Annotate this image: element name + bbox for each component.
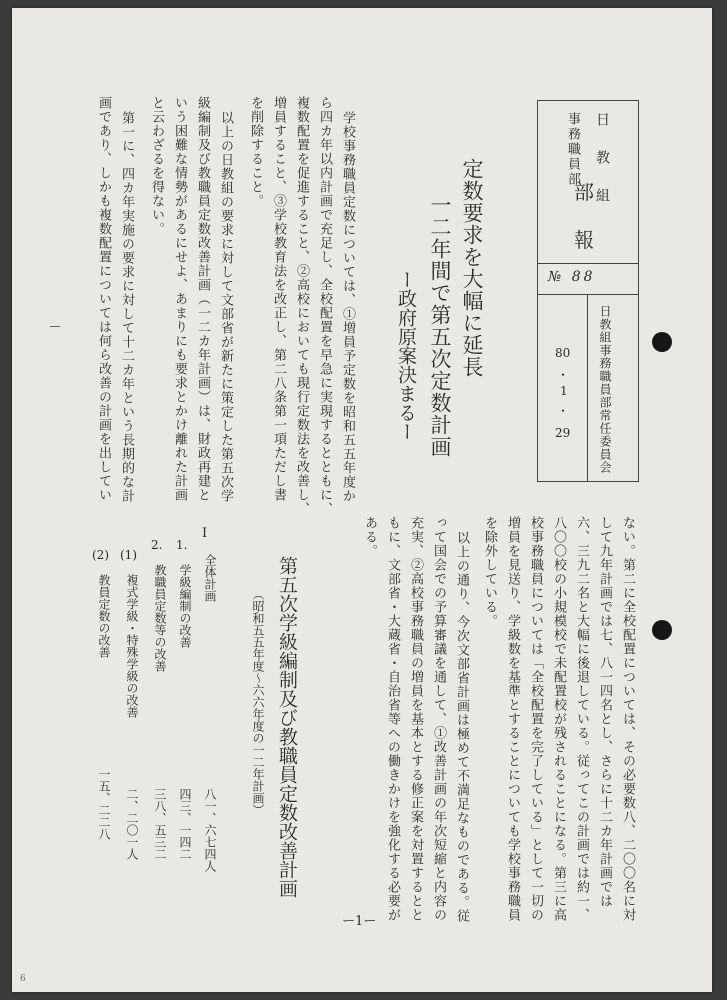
body-column: ある。 — [362, 516, 377, 558]
body-column: 六、三九二名と大幅に後退している。従ってこの計画では約一、 — [574, 516, 589, 922]
body-column: 充実、②高校事務職員の増員を基本とする修正案を対置するとと — [408, 516, 423, 922]
issue-number: № 88 — [548, 269, 596, 285]
plan-item-value: 一五、二二八 — [97, 768, 111, 840]
plan-item-number: (2) — [92, 548, 109, 562]
body-column: 学校事務職員定数については、①増員予定数を昭和五五年度か — [340, 111, 355, 503]
binder-hole — [652, 620, 672, 640]
plan-item-value: 三八、五三二 — [153, 788, 167, 860]
headline-sub: 一二年間で第五次定数計画 — [428, 194, 452, 458]
plan-item-label: 教員定数の改善 — [97, 574, 111, 658]
body-column: 増員すること、③学校教育法を改正し、第二八条第一項ただし書 — [271, 96, 286, 502]
body-column: して九年計画では七、八一四名とし、さらに十二カ年計画では — [597, 516, 612, 908]
header-divider — [537, 294, 639, 295]
bulletin-header-box — [537, 100, 639, 482]
body-column: 以上の日教組の要求に対して文部省が新たに策定した第五次学 — [218, 111, 233, 503]
date-separator: ・ — [557, 404, 570, 418]
date-separator: ・ — [557, 368, 570, 382]
body-column: 複数配置を促進すること、②高校においても現行定数法を改善し、 — [294, 96, 309, 516]
plan-item-number: 1. — [176, 538, 188, 552]
issuer-name: 日教組事務職員部常任委員会 — [598, 305, 612, 474]
bulletin-title-char2: 報 — [574, 228, 594, 252]
margin-tick — [50, 326, 60, 327]
plan-item-label: 複式学級・特殊学級の改善 — [125, 574, 139, 718]
body-column: ら四カ年以内計画で充足し、全校配置を早急に実現するとともに、 — [317, 96, 332, 516]
plan-item-value: 八一、六七四人 — [203, 788, 217, 872]
header-divider — [587, 294, 588, 482]
body-column: いう困難な情勢があるにせよ、あまりにも要求とかけ離れた計画 — [172, 96, 187, 502]
plan-item-value: 四三、一四二 — [178, 788, 192, 860]
body-column: 第一に、四カ年実施の要求に対して十二カ年という長期的な計 — [119, 111, 134, 503]
plan-item-number: Ⅰ — [202, 526, 208, 541]
page-number: ー1ー — [342, 914, 377, 929]
document-page — [12, 8, 712, 992]
body-column: を除外している。 — [482, 516, 497, 628]
header-divider — [537, 263, 639, 264]
body-column: と云わざるを得ない。 — [149, 96, 164, 236]
plan-item-number: (1) — [120, 548, 137, 562]
body-column: を削除すること。 — [248, 96, 263, 208]
plan-item-value: 二、二〇一人 — [125, 788, 139, 860]
body-column: 八〇〇校の小規模校で未配置校が残されることになる。第三に高 — [551, 516, 566, 922]
date-month: 1 — [560, 384, 568, 398]
plan-item-label: 教職員定数等の改善 — [153, 564, 167, 672]
org-name-line2: 事務職員部 — [565, 112, 580, 187]
plan-title: 第五次学級編制及び教職員定数改善計画 — [276, 556, 298, 898]
body-column: もに、文部省・大蔵省・自治省等への働きかけを強化する必要が — [385, 516, 400, 922]
date-day: 29 — [555, 426, 571, 440]
headline-main: 定数要求を大幅に延長 — [460, 158, 484, 378]
bulletin-title-char1: 部 — [574, 180, 594, 204]
corner-mark: 6 — [20, 974, 26, 984]
plan-item-label: 全体計画 — [203, 554, 217, 602]
date-year: 80 — [555, 346, 571, 360]
body-column: 校事務職員については「全校配置を完了している」として一切の — [528, 516, 543, 922]
body-column: ない。第二に全校配置については、その必要数八、二〇〇名に対 — [620, 516, 635, 922]
body-column: 画であり、しかも複数配置については何ら改善の計画を出してい — [96, 96, 111, 502]
body-column: 級編制及び教職員定数改善計画（一二カ年計画）は、財政再建と — [195, 96, 210, 502]
body-column: 増員を見送り、学級数を基準とすることについても学校事務職員 — [505, 516, 520, 922]
plan-item-number: 2. — [151, 538, 163, 552]
headline-subtitle: ー政府原案決まるー — [395, 270, 417, 441]
plan-subtitle: （昭和五五年度〜六六年度の一二年計画） — [251, 588, 265, 816]
binder-hole — [652, 332, 672, 352]
plan-item-label: 学級編制の改善 — [178, 564, 192, 648]
body-column: 以上の通り、今次文部省計画は極めて不満足なものである。従 — [454, 531, 469, 923]
body-column: って国会での予算審議を通して、①改善計画の年次短縮と内容の — [431, 516, 446, 922]
org-name-line1: 日 教 組 — [594, 112, 610, 206]
